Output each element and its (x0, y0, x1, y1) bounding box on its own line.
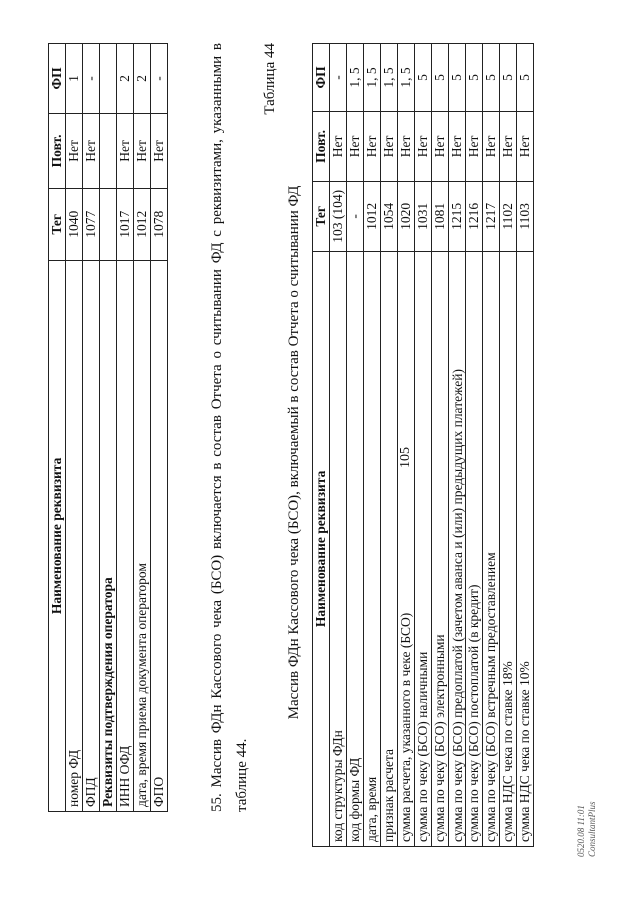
cell-fp: - (151, 44, 168, 114)
cell-repeat: Нет (330, 111, 347, 181)
cell-name: ФПД (83, 260, 100, 811)
stamp-line: 0520.08 11:01 (576, 805, 586, 857)
cell-name: сумма расчета, указанного в чеке (БСО) (398, 251, 415, 846)
header-repeat: Повт. (49, 113, 66, 188)
table-row (83, 44, 100, 812)
cell-repeat (100, 113, 117, 188)
cell-tag: 1017 (117, 188, 134, 260)
table-row (151, 44, 168, 812)
cell-name: сумма по чеку (БСО) предоплатой (зачетом аванса и (или) предыдущих платежей) (449, 251, 466, 846)
cell-tag: 1081 (432, 181, 449, 251)
cell-fp: 5 (432, 44, 449, 112)
table-row (134, 44, 151, 812)
header-name: Наименование реквизита (49, 260, 66, 811)
group-heading: Реквизиты подтверждения оператора (100, 260, 117, 811)
cell-tag: 1102 (500, 181, 517, 251)
cell-name: код формы ФД (347, 251, 364, 846)
table-row (432, 44, 449, 847)
cell-tag: 1012 (364, 181, 381, 251)
table-row (364, 44, 381, 847)
header-fp: ФП (313, 44, 330, 112)
table-row (449, 44, 466, 847)
cell-fp: 1, 5 (347, 44, 364, 112)
cell-repeat: Нет (500, 111, 517, 181)
cell-fp: - (83, 44, 100, 114)
cell-name: сумма по чеку (БСО) электронными (432, 251, 449, 846)
cell-repeat: Нет (347, 111, 364, 181)
cell-repeat: Нет (398, 111, 415, 181)
cell-repeat: Нет (449, 111, 466, 181)
header-fp: ФП (49, 44, 66, 114)
cell-tag: 1215 (449, 181, 466, 251)
cell-tag (100, 188, 117, 260)
cell-name: ФПО (151, 260, 168, 811)
cell-fp: 5 (466, 44, 483, 112)
cell-repeat: Нет (83, 113, 100, 188)
cell-tag: 1217 (483, 181, 500, 251)
cell-fp: 5 (415, 44, 432, 112)
cell-name: сумма НДС чека по ставке 18% (500, 251, 517, 846)
cell-repeat: Нет (517, 111, 534, 181)
cell-repeat: Нет (432, 111, 449, 181)
stamp-line: ConsultantPlus (587, 801, 597, 857)
cell-name: код структуры ФДн (330, 251, 347, 846)
table-caption: Массив ФДн Кассового чека (БСО), включаемый в состав Отчета о считывании ФД (286, 185, 302, 720)
table-header-row (49, 44, 66, 812)
cell-repeat: Нет (483, 111, 500, 181)
cell-tag: 1216 (466, 181, 483, 251)
cell-fp: 1, 5 (364, 44, 381, 112)
cell-name: сумма по чеку (БСО) наличными (415, 251, 432, 846)
cell-fp: - (330, 44, 347, 112)
cell-tag: 1012 (134, 188, 151, 260)
table-row (483, 44, 500, 847)
cell-repeat: Нет (134, 113, 151, 188)
cell-fp: 2 (134, 44, 151, 114)
cell-tag: - (347, 181, 364, 251)
cell-tag: 1040 (66, 188, 83, 260)
table-row (66, 44, 83, 812)
cell-fp (100, 44, 117, 114)
table-row (500, 44, 517, 847)
cell-tag: 1054 (381, 181, 398, 251)
cell-repeat: Нет (117, 113, 134, 188)
cell-repeat: Нет (381, 111, 398, 181)
header-repeat: Повт. (313, 111, 330, 181)
cell-name: сумма по чеку (БСО) встречным предоставлением (483, 251, 500, 846)
scan-stamp (576, 801, 598, 857)
table-label: Таблица 44 (262, 43, 278, 115)
table-row (330, 44, 347, 847)
cell-fp: 5 (517, 44, 534, 112)
requisites-table-44 (312, 43, 534, 847)
cell-name: дата, время приема документа оператором (134, 260, 151, 811)
cell-tag: 103 (104) (330, 181, 347, 251)
table-row (415, 44, 432, 847)
cell-fp: 2 (117, 44, 134, 114)
cell-fp: 1 (66, 44, 83, 114)
table-row (466, 44, 483, 847)
table-row (347, 44, 364, 847)
cell-repeat: Нет (66, 113, 83, 188)
paragraph-55: 55. Массив ФДн Кассового чека (БСО) включается в состав Отчета о считывании ФД с реквизитами, указанными в таблице 44. (209, 43, 250, 812)
cell-name: сумма по чеку (БСО) постоплатой (в кредит) (466, 251, 483, 846)
table-row (517, 44, 534, 847)
cell-repeat: Нет (415, 111, 432, 181)
header-tag: Тег (313, 181, 330, 251)
cell-name: дата, время (364, 251, 381, 846)
table-row (381, 44, 398, 847)
table-row (117, 44, 134, 812)
header-tag: Тег (49, 188, 66, 260)
cell-repeat: Нет (466, 111, 483, 181)
cell-name: признак расчета (381, 251, 398, 846)
cell-tag: 1078 (151, 188, 168, 260)
cell-name: сумма НДС чека по ставке 10% (517, 251, 534, 846)
cell-name: номер ФД (66, 260, 83, 811)
table-group-row (100, 44, 117, 812)
table-row (398, 44, 415, 847)
cell-tag: 1077 (83, 188, 100, 260)
cell-repeat: Нет (151, 113, 168, 188)
cell-tag: 1103 (517, 181, 534, 251)
requisites-table-top (48, 43, 168, 812)
cell-fp: 1, 5 (381, 44, 398, 112)
cell-fp: 5 (449, 44, 466, 112)
table-header-row (313, 44, 330, 847)
page-number: 105 (398, 447, 413, 468)
cell-name: ИНН ОФД (117, 260, 134, 811)
header-name: Наименование реквизита (313, 251, 330, 846)
cell-tag: 1020 (398, 181, 415, 251)
cell-fp: 5 (500, 44, 517, 112)
cell-repeat: Нет (364, 111, 381, 181)
cell-fp: 5 (483, 44, 500, 112)
cell-tag: 1031 (415, 181, 432, 251)
cell-fp: 1, 5 (398, 44, 415, 112)
